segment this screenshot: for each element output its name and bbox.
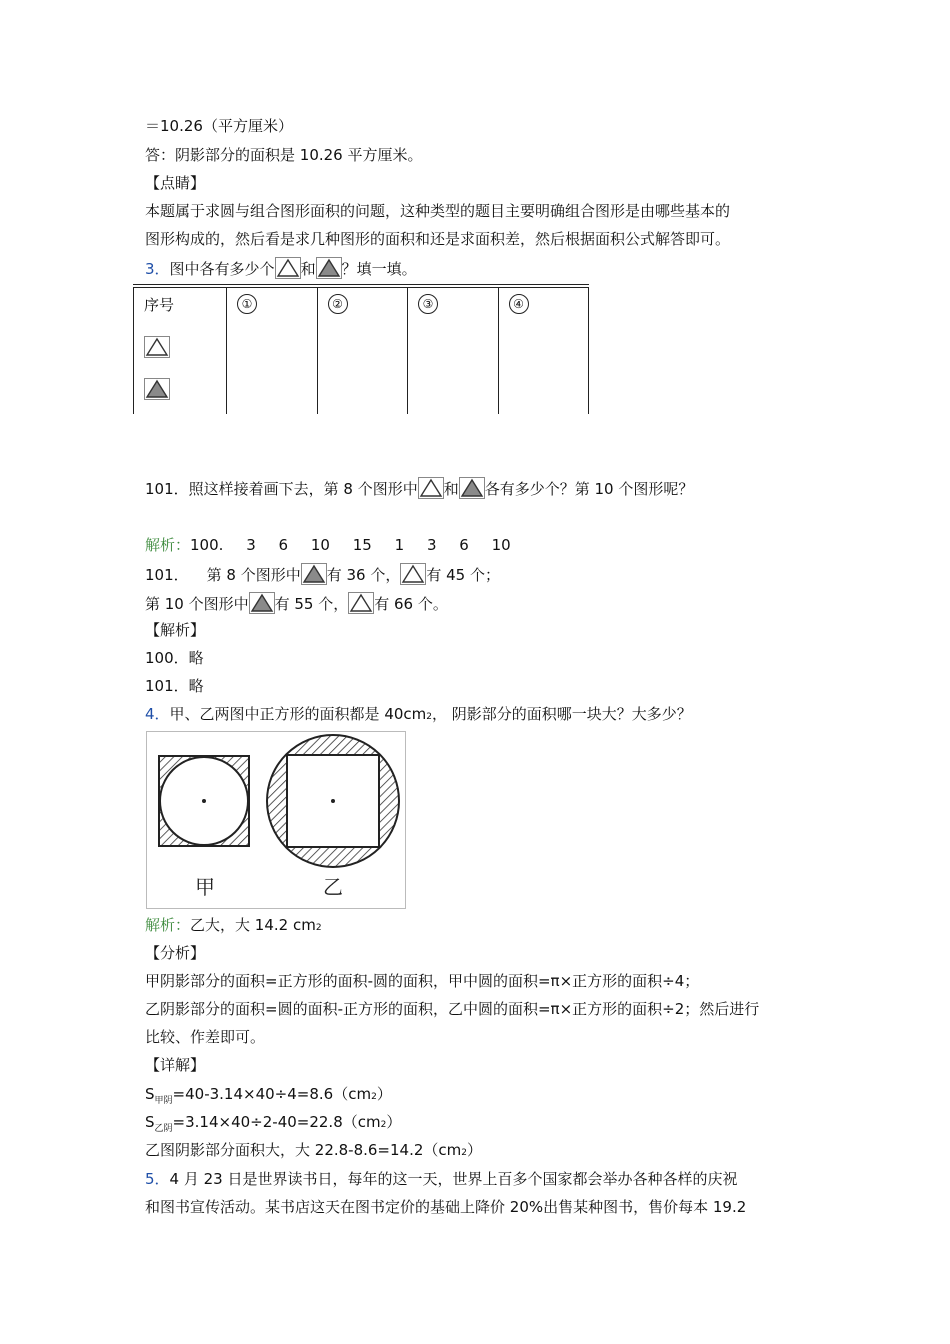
shaded-triangle-icon [459,477,485,499]
section-heading: 【点睛】 [145,174,206,192]
analysis-line: 解析：乙大，大 14.2 cm2 [145,916,322,934]
paragraph-line: 和图书宣传活动。某书店这天在图书定价的基础上降价 20%出售某种图书，售价每本 19.2 [145,1198,747,1216]
table-row [134,372,589,414]
white-triangle-icon [275,257,301,279]
table-header-cell: ③ [408,286,499,330]
question-number: 3． [145,260,170,278]
figure-label-jia: 甲 [195,875,215,899]
section-heading: 【详解】 [145,1056,206,1074]
question-text: 各有多少个？第 10 个图形呢？ [484,480,694,498]
table-row [134,330,589,372]
equation-line: ＝10.26（平方厘米） [145,117,293,135]
formula-line: $S_{乙阴}=3.14\times 40\div 2-40=22.8(cm2)$ [145,1113,402,1134]
analysis-number: 6 [459,536,469,554]
answer-cell[interactable] [408,372,499,414]
table-header-cell: ② [317,286,408,330]
question-101 [145,477,693,499]
shaded-triangle-icon [249,592,275,614]
white-triangle-icon [400,563,426,585]
answer-line: 答：阴影部分的面积是 10.26 平方厘米。 [145,146,423,164]
answer-cell[interactable] [227,330,318,372]
analysis-label: 解析： [145,916,191,934]
answer-cell[interactable] [498,330,589,372]
analysis-number: 15 [352,536,372,554]
white-triangle-icon [418,477,444,499]
table-header-cell: 序号 [134,286,227,330]
question-text: 101．照这样接着画下去，第 8 个图形中 [145,480,418,498]
paragraph-line: 图形构成的，然后看是求几种图形的面积和还是求面积差，然后根据面积公式解答即可。 [145,230,731,248]
question-number: 5． [145,1170,170,1188]
table-header-cell: ① [227,286,318,330]
question-text: 和 [443,480,459,498]
analysis-line: 101． 第 8 个图形中 有 36 个， 有 45 个； [145,563,500,585]
question-text: ？填一填。 [341,260,417,278]
section-heading: 【分析】 [145,944,206,962]
analysis-number: 3 [426,536,437,554]
paragraph-line: 比较、作差即可。 [145,1028,266,1046]
shaded-triangle-icon [144,378,170,400]
question-3 [145,257,417,279]
paragraph-line: 甲阴影部分的面积=正方形的面积-圆的面积，甲中圆的面积=π×正方形的面积÷4； [145,972,700,990]
answer-cell[interactable] [227,372,318,414]
area-figure [146,731,406,909]
analysis-number: 3 [246,536,256,554]
table-header-cell: ④ [498,286,589,330]
analysis-line [145,535,511,555]
analysis-number: 10 [491,536,511,554]
analysis-number: 1 [394,536,405,554]
formula-line: $S_{甲阴}=40-3.14\times 40\div 4=8.6(cm2)$ [145,1085,392,1106]
fill-table [133,284,589,414]
answer-cell[interactable] [317,330,408,372]
answer-cell[interactable] [498,372,589,414]
analysis-number: 10 [310,536,330,554]
analysis-value: 100. [190,536,224,554]
paragraph-line: 乙阴影部分的面积=圆的面积-正方形的面积，乙中圆的面积=π×正方形的面积÷2；然后进行 [145,1000,760,1018]
white-triangle-icon [144,336,170,358]
answer-cell[interactable] [317,372,408,414]
figure-label-yi: 乙 [323,875,343,899]
answer-cell[interactable] [408,330,499,372]
shaded-triangle-icon [316,257,342,279]
analysis-label: 解析： [145,536,191,554]
analysis-number: 6 [278,536,289,554]
section-heading: 【解析】 [145,621,206,639]
formula-line: 乙图阴影部分面积大，大 22.8-8.6=14.2（cm2） [145,1141,483,1159]
shaded-triangle-icon [301,563,327,585]
question-5: 5．4 月 23 日是世界读书日，每年的这一天，世界上百多个国家都会举办各种各样的庆祝 [145,1170,738,1188]
question-text: 图中各有多少个 [169,260,275,278]
question-number: 4． [145,705,170,723]
white-triangle-icon [348,592,374,614]
paragraph-line: 本题属于求圆与组合图形面积的问题，这种类型的题目主要明确组合图形是由哪些基本的 [145,202,731,220]
question-text: 和 [300,260,316,278]
analysis-line: 100．略 [145,649,204,667]
question-4: 4．甲、乙两图中正方形的面积都是 40cm2， 阴影部分的面积哪一块大？大多少？ [145,705,692,723]
analysis-line: 101．略 [145,677,204,695]
analysis-line: 第 10 个图形中 有 55 个， 有 66 个。 [145,592,448,614]
